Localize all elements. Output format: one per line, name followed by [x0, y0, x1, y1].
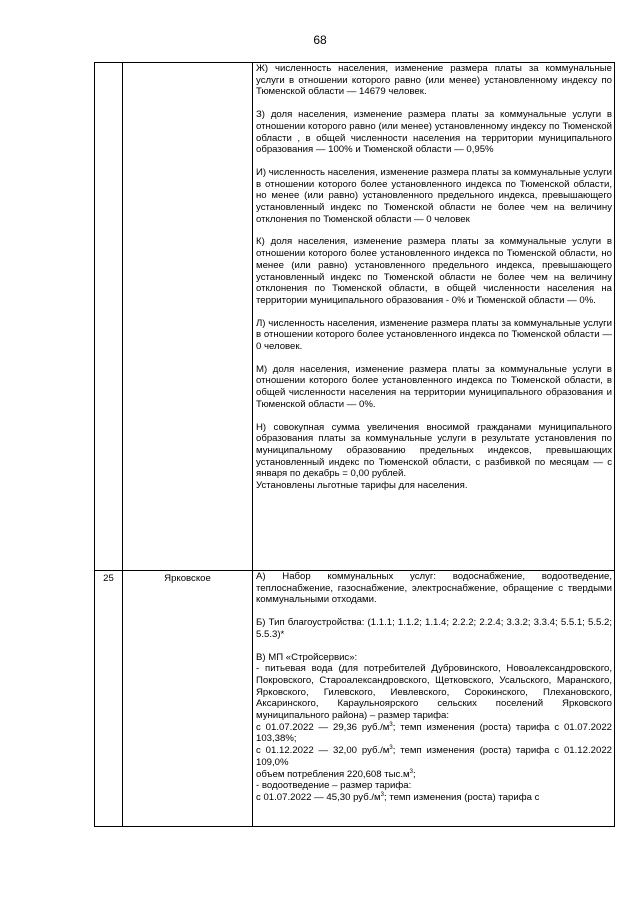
- water-tariff-1-suffix: ; темп изменения (роста) тарифа с 01.07.2022 103,38%;: [256, 721, 612, 745]
- paragraph-l: Л) численность населения, изменение размера платы за коммунальные услуги в отношении которого более установленного индекса по Тюменской области — 0 человек.: [256, 317, 612, 353]
- municipality-cell: Ярковское: [123, 571, 253, 827]
- preferential-tariffs-note: Установлены льготные тарифы для населения.: [256, 480, 468, 492]
- sewer-tariff-1-suffix: ; темп изменения (роста) тарифа с: [383, 791, 540, 803]
- paragraph-k: К) доля населения, изменение размера платы за коммунальные услуги в отношении которого более установленного индекса по Тюменской области, но менее (или равно) установленного предельного индекса, превышающего установленный индекс по Тюменской области не более чем на величину отклонения по Тюменской области, в общей численности населения на территории муниципального образования - 0% и Тюменской области — 0%.: [256, 236, 612, 306]
- superscript: 3: [389, 744, 393, 751]
- water-volume-prefix: объем потребления 220,608 тыс.м: [256, 768, 410, 780]
- water-intro: - питьевая вода (для потребителей Дубровинского, Новоалександровского, Покровского, Староалександровского, Щетковского, Усальского, Маранского, Ярковского, Гилевского, Иевлевского, Сорокинского, Плехановского, Аксаринского, Караульноярского сельских поселений Ярковского муниципального района) – размер тарифа:: [256, 663, 612, 722]
- page-number: 68: [313, 33, 327, 47]
- paragraph-zh: Ж) численность населения, изменение размера платы за коммунальные услуги в отношении которого равно (или менее) установленному индексу по Тюменской области — 14679 человек.: [256, 63, 612, 98]
- water-volume: [256, 769, 612, 781]
- tariff-table: [94, 62, 615, 827]
- table-row: [95, 63, 615, 571]
- sewer-tariff-1-prefix: с 01.07.2022 — 45,30 руб./м: [256, 791, 381, 803]
- water-tariff-1-prefix: с 01.07.2022 — 29,36 руб./м: [256, 721, 390, 733]
- superscript: 3: [409, 768, 413, 775]
- water-tariff-1: [256, 722, 612, 745]
- sewer-intro: - водоотведение – размер тарифа:: [256, 780, 412, 792]
- water-volume-suffix: ;: [412, 768, 416, 780]
- water-tariff-2: [256, 745, 612, 768]
- water-tariff-2-suffix: ; темп изменения (роста) тарифа с 01.12.2022 109,0%: [256, 745, 612, 768]
- paragraph-b: Б) Тип благоустройства: (1.1.1; 1.1.2; 1.1.4; 2.2.2; 2.2.4; 3.3.2; 3.3.4; 5.5.1; 5.5.2; 5.5.3)*: [256, 617, 612, 640]
- superscript: 3: [389, 721, 393, 728]
- table-row: [95, 571, 615, 827]
- municipality-cell: [123, 63, 253, 571]
- paragraph-i: И) численность населения, изменение размера платы за коммунальные услуги в отношении которого более установленного индекса по Тюменской области, но менее (или равно) установленного предельного индекса, превышающего установленный индекс по Тюменской области не более чем на величину отклонения по Тюменской области — 0 человек: [256, 166, 612, 225]
- company-heading: В) МП «Стройсервис»:: [256, 651, 358, 663]
- row-number-cell: [95, 63, 123, 571]
- paragraph-z: З) доля населения, изменение размера платы за коммунальные услуги в отношении которого равно (или менее) установленному индексу по Тюменской области , в общей численности населения на территории муниципального образования — 100% и Тюменской области — 0,95%: [256, 109, 612, 156]
- water-tariff-2-prefix: с 01.12.2022 — 32,00 руб./м: [256, 745, 390, 757]
- description-cell: [253, 63, 615, 571]
- paragraph-m: М) доля населения, изменение размера платы за коммунальные услуги в отношении которого более установленного индекса по Тюменской области, в общей численности населения на территории муниципального образования и Тюменской области — 0%.: [256, 363, 612, 410]
- paragraph-n: Н) совокупная сумма увеличения вносимой гражданами муниципального образования платы за коммунальные услуги в результате установления по муниципальному образованию предельных индексов, превышающих установленный индекс по Тюменской области, с разбивкой по месяцам — с января по декабрь = 0,00 рублей.: [256, 421, 612, 480]
- description-cell: [253, 571, 615, 827]
- sewer-tariff-1: [256, 792, 612, 804]
- superscript: 3: [380, 791, 384, 798]
- paragraph-a: А) Набор коммунальных услуг: водоснабжение, водоотведение, теплоснабжение, газоснабжение, электроснабжение, обращение с твердыми коммунальными отходами.: [256, 571, 612, 606]
- row-number-cell: 25: [95, 571, 123, 827]
